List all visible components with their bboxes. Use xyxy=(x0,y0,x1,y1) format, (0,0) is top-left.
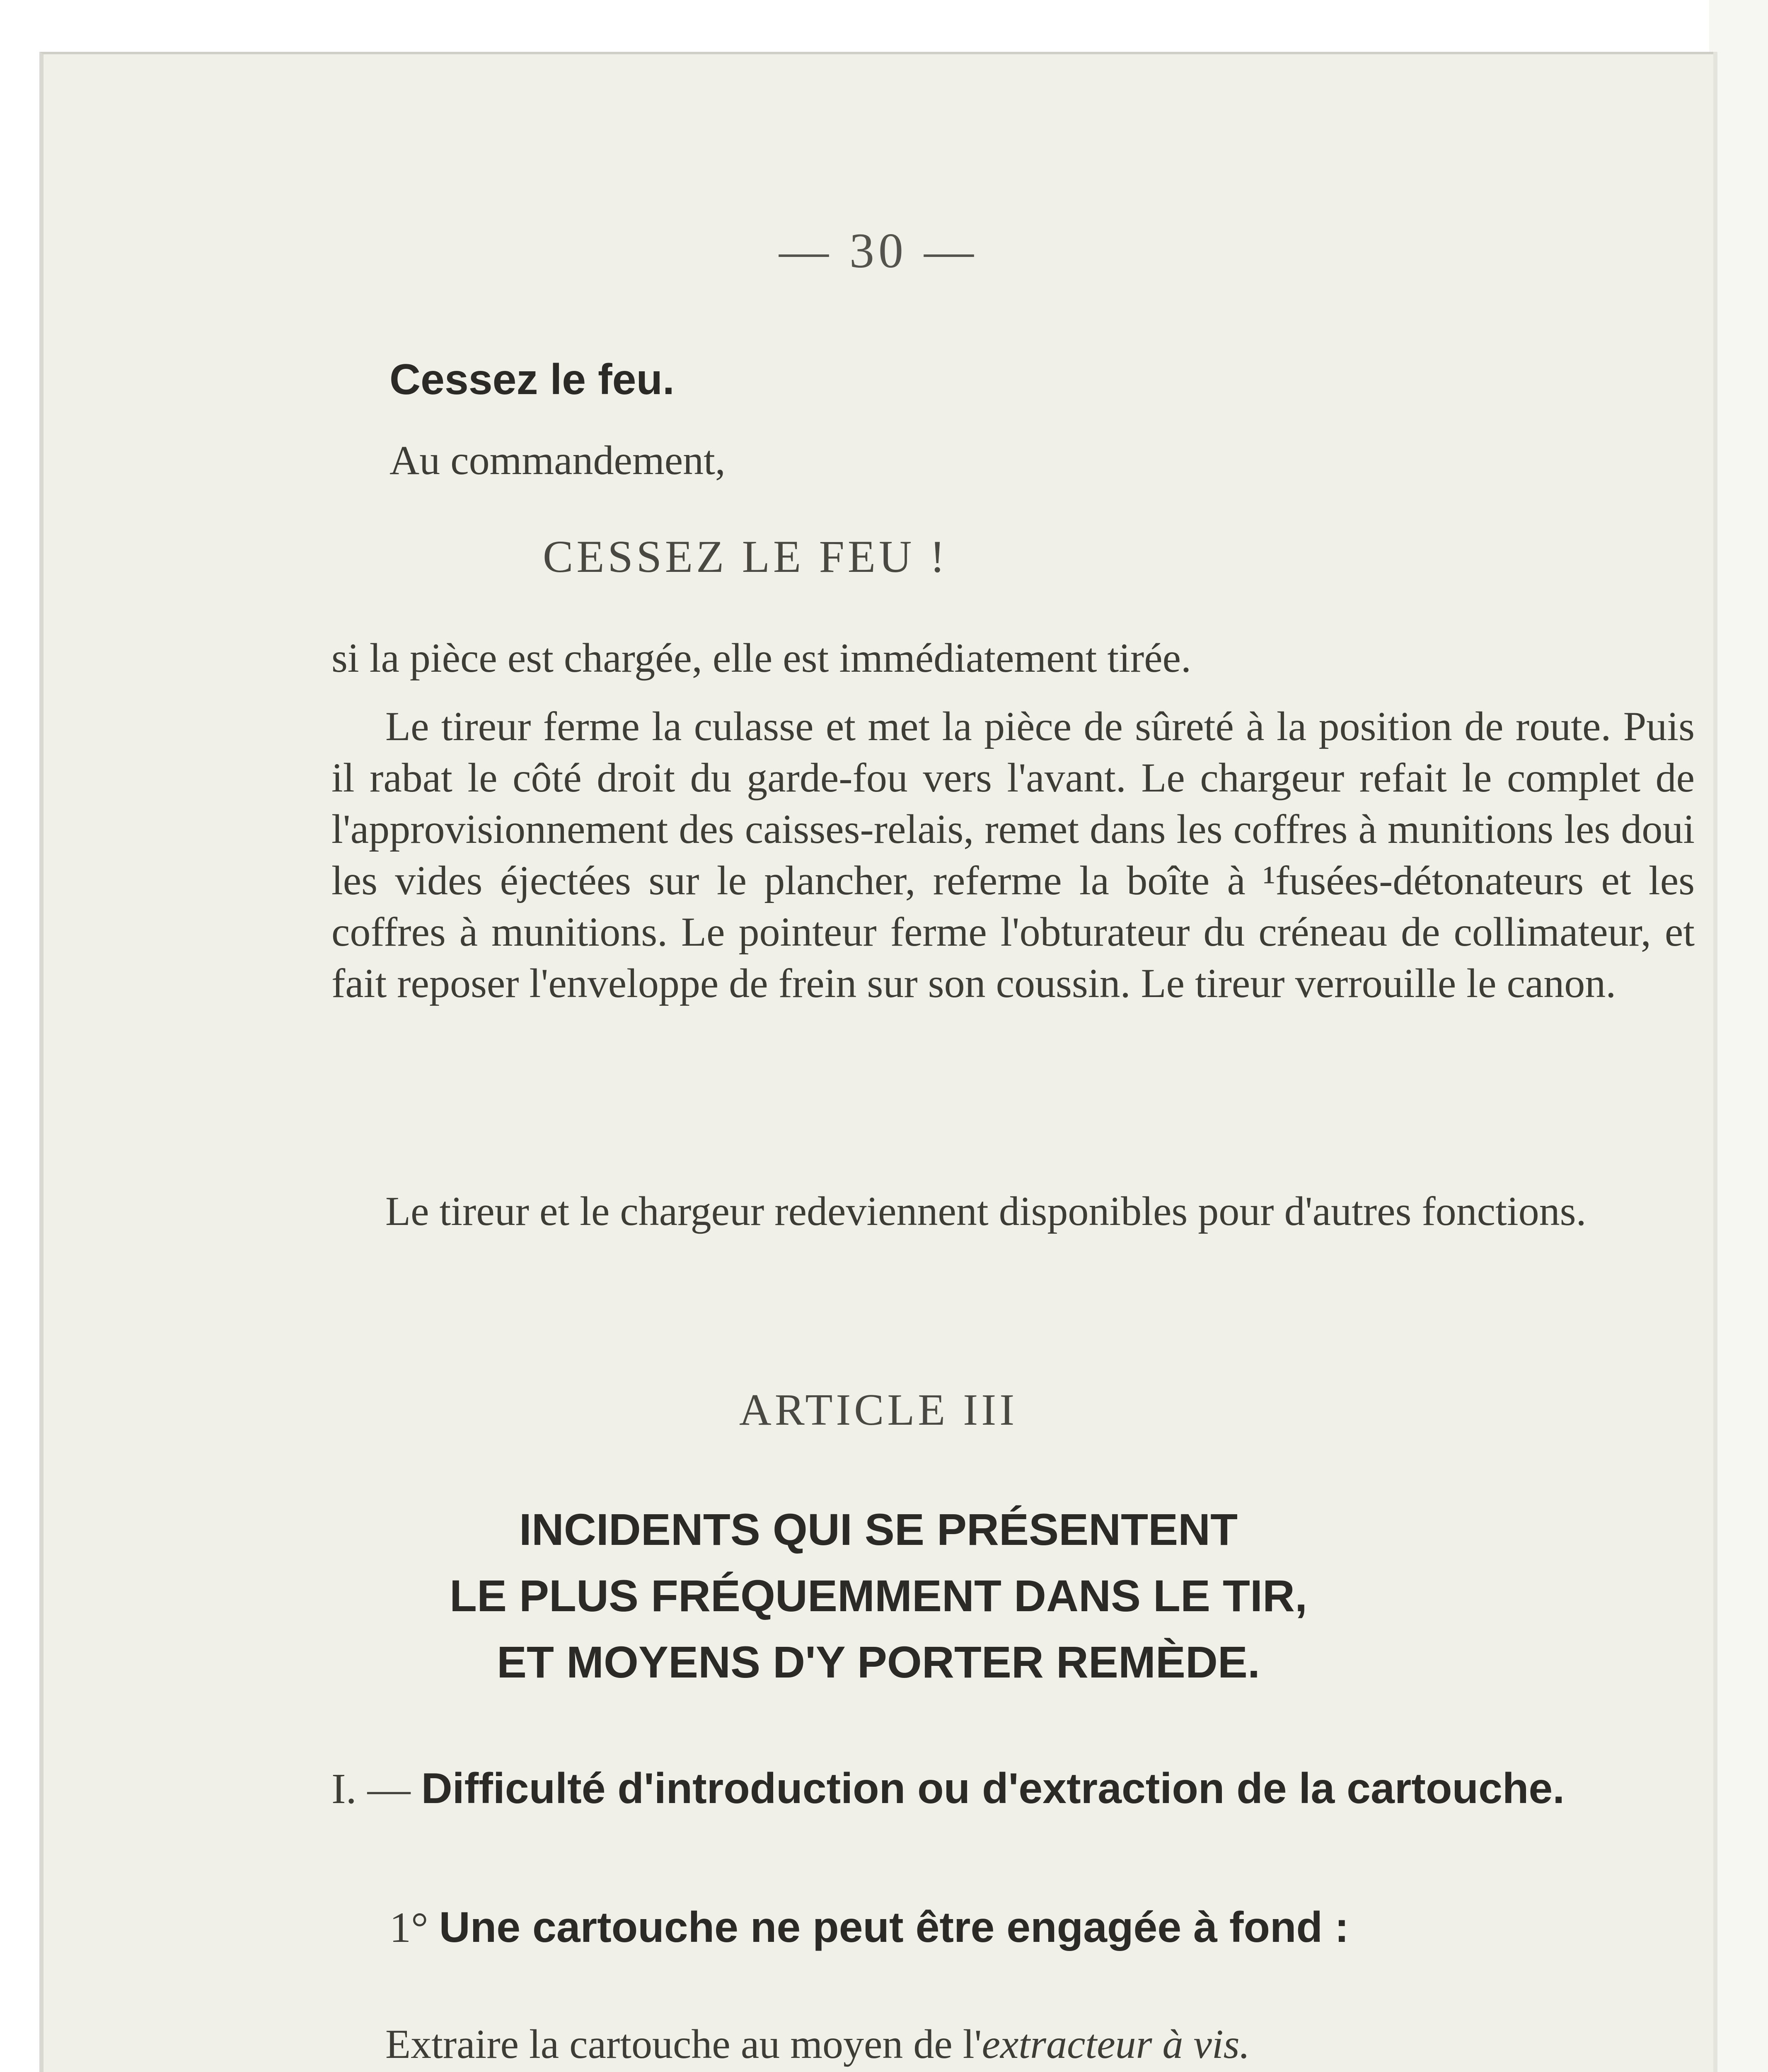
paragraph-extraire xyxy=(331,2019,1695,2070)
paragraph-tireur-ferme: Le tireur ferme la culasse et met la pièce de sûreté à la position de route. Puis il rabat le côté droit du garde-fou vers l'avant. Le chargeur refait le complet de l'approvisionnement des caisses-relais, remet dans les coffres à munitions les doui les vides éjectées sur le plancher, referme la boîte à ¹fusées-détonateurs et les coffres à munitions. Le pointeur ferme l'obturateur du créneau de collimateur, et fait reposer l'enveloppe de frein sur son coussin. Le tireur verrouille le canon. xyxy=(331,703,1695,1006)
heading-cessez-le-feu: Cessez le feu. xyxy=(389,356,675,404)
paragraph-disponibles: Le tireur et le chargeur redeviennent disponibles pour d'autres fonctions. xyxy=(385,1188,1587,1234)
sub-1-number: 1° xyxy=(389,1904,428,1951)
section-1-number: I. — xyxy=(331,1765,411,1813)
paragraph-piece-chargee: si la pièce est chargée, elle est immédiatement tirée. xyxy=(331,635,1191,681)
document-page xyxy=(39,52,1713,2072)
paragraph-extraire-text: Extraire la cartouche au moyen de l' xyxy=(385,2021,982,2067)
section-1-title: Difficulté d'introduction ou d'extraction de la cartouche. xyxy=(421,1765,1565,1813)
article-title-line-1: INCIDENTS QUI SE PRÉSENTENT xyxy=(519,1504,1238,1554)
article-title-line-2: LE PLUS FRÉQUEMMENT DANS LE TIR, xyxy=(449,1571,1308,1621)
article-label: ARTICLE III xyxy=(739,1385,1018,1435)
sub-1-heading xyxy=(389,1900,1695,1955)
extracteur-a-vis: extracteur à vis. xyxy=(982,2021,1250,2067)
page-number: — 30 — xyxy=(779,223,978,278)
article-title-line-3: ET MOYENS D'Y PORTER REMÈDE. xyxy=(497,1637,1260,1687)
paragraph-a-cet-effet xyxy=(331,2070,1695,2072)
sub-1-title: Une cartouche ne peut être engagée à fond : xyxy=(439,1903,1349,1951)
section-1-heading xyxy=(331,1762,1695,1816)
command-cessez-le-feu: CESSEZ LE FEU ! xyxy=(543,531,948,582)
adjacent-page-edge xyxy=(1709,0,1768,2072)
paragraph-commandement: Au commandement, xyxy=(389,437,726,483)
